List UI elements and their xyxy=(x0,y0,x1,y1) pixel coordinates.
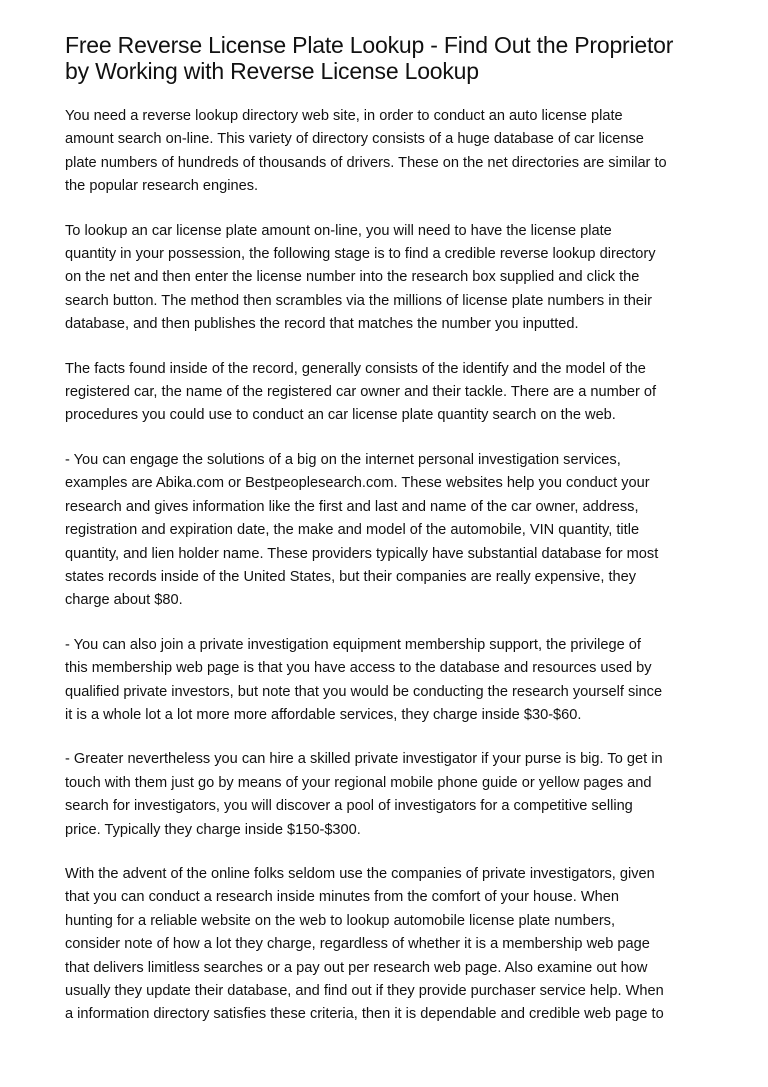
text-line: registered car, the name of the registered car owner and their tackle. There are a number of xyxy=(65,384,657,401)
document-page xyxy=(65,32,710,1048)
text-line: plate numbers of hundreds of thousands of drivers. These on the net directories are similar to xyxy=(65,154,667,171)
text-line: examples are Abika.com or Bestpeoplesearch.com. These websites help you conduct your xyxy=(65,475,650,492)
text-line: quantity, and lien holder name. These providers typically have substantial database for most xyxy=(65,545,659,562)
text-line: on the net and then enter the license number into the research box supplied and click the xyxy=(65,269,640,286)
text-line: it is a whole lot a lot more more affordable services, they charge inside $30-$60. xyxy=(65,706,582,723)
text-line: - You can also join a private investigation equipment membership support, the privilege of xyxy=(65,636,641,653)
title-line: Free Reverse License Plate Lookup - Find Out the Proprietor xyxy=(65,32,674,58)
text-line: amount search on-line. This variety of directory consists of a huge database of car license xyxy=(65,131,644,148)
text-line: that delivers limitless searches or a pay out per research web page. Also examine out how xyxy=(65,959,648,976)
text-line: search for investigators, you will discover a pool of investigators for a competitive selling xyxy=(65,798,633,815)
text-line: states records inside of the United States, but their companies are really expensive, they xyxy=(65,568,637,585)
paragraph xyxy=(65,105,710,199)
paragraph xyxy=(65,748,710,842)
text-line: To lookup an car license plate amount on-line, you will need to have the license plate xyxy=(65,222,612,239)
text-line: - Greater nevertheless you can hire a skilled private investigator if your purse is big. To get in xyxy=(65,751,663,768)
text-line: quantity in your possession, the following stage is to find a credible reverse lookup directory xyxy=(65,246,656,263)
text-line: - You can engage the solutions of a big on the internet personal investigation services, xyxy=(65,451,621,468)
paragraph xyxy=(65,449,710,613)
text-line: the popular research engines. xyxy=(65,178,259,195)
text-line: registration and expiration date, the make and model of the automobile, VIN quantity, title xyxy=(65,522,640,539)
paragraph xyxy=(65,634,710,728)
document-body xyxy=(65,105,710,1027)
text-line: qualified private investors, but note that you would be conducting the research yourself since xyxy=(65,683,663,700)
text-line: charge about $80. xyxy=(65,592,183,609)
title-line: by Working with Reverse License Lookup xyxy=(65,58,479,84)
text-line: usually they update their database, and find out if they provide purchaser service help. When xyxy=(65,983,664,999)
text-line: search button. The method then scrambles via the millions of license plate numbers in their xyxy=(65,292,653,309)
text-line: this membership web page is that you have access to the database and resources used by xyxy=(65,660,652,677)
text-line: price. Typically they charge inside $150-$300. xyxy=(65,821,361,838)
text-line: procedures you could use to conduct an car license plate quantity search on the web. xyxy=(65,407,616,424)
text-line: research and gives information like the first and last and name of the car owner, address, xyxy=(65,498,639,515)
text-line: that you can conduct a research inside minutes from the comfort of your house. When xyxy=(65,889,620,906)
text-line: With the advent of the online folks seldom use the companies of private investigators, given xyxy=(65,865,655,882)
paragraph xyxy=(65,358,710,428)
text-line: consider note of how a lot they charge, regardless of whether it is a membership web page xyxy=(65,936,650,953)
text-line: touch with them just go by means of your regional mobile phone guide or yellow pages and xyxy=(65,774,652,791)
text-line: The facts found inside of the record, generally consists of the identify and the model of the xyxy=(65,360,646,377)
text-line: database, and then publishes the record that matches the number you inputted. xyxy=(65,316,579,333)
paragraph xyxy=(65,220,710,337)
document-title xyxy=(65,32,710,84)
paragraph xyxy=(65,863,710,1027)
text-line: You need a reverse lookup directory web site, in order to conduct an auto license plate xyxy=(65,108,623,124)
text-line: a information directory satisfies these criteria, then it is dependable and credible web page to xyxy=(65,1006,664,1023)
text-line: hunting for a reliable website on the web to lookup automobile license plate numbers, xyxy=(65,912,616,929)
